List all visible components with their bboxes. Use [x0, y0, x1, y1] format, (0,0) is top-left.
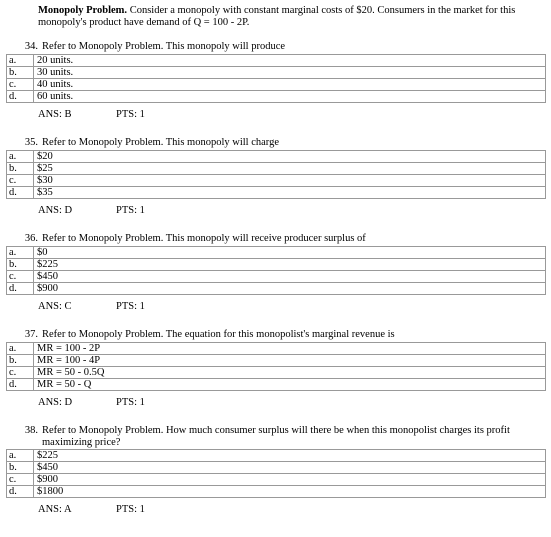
choice-row: [7, 486, 546, 498]
points: PTS: 1: [116, 396, 145, 408]
choice-text: $20: [34, 150, 546, 162]
choice-row: [7, 246, 546, 258]
choice-row: [7, 78, 546, 90]
choice-row: [7, 54, 546, 66]
question-number: 35.: [24, 137, 38, 148]
choice-row: [7, 162, 546, 174]
question-stem: [6, 233, 546, 245]
choice-text: $30: [34, 174, 546, 186]
choice-row: [7, 462, 546, 474]
choice-letter: a.: [7, 246, 34, 258]
choice-letter: a.: [7, 450, 34, 462]
question-number: 36.: [24, 233, 38, 244]
answer-line: [6, 205, 546, 217]
choice-letter: d.: [7, 378, 34, 390]
choice-text: MR = 100 - 4P: [34, 354, 546, 366]
choices-table: [6, 54, 546, 103]
choice-row: [7, 270, 546, 282]
choice-text: $35: [34, 186, 546, 198]
question-text: Refer to Monopoly Problem. This monopoly will receive producer surplus of: [42, 233, 366, 244]
choice-text: $900: [34, 474, 546, 486]
choice-letter: c.: [7, 270, 34, 282]
answer-line: [6, 301, 546, 313]
question-36: [6, 233, 546, 313]
choice-letter: c.: [7, 78, 34, 90]
question-35: [6, 137, 546, 217]
question-stem: [6, 329, 546, 341]
choice-letter: b.: [7, 462, 34, 474]
choice-text: MR = 50 - Q: [34, 378, 546, 390]
choice-text: 20 units.: [34, 54, 546, 66]
question-number: 38.: [24, 425, 38, 436]
question-number: 37.: [24, 329, 38, 340]
choice-letter: b.: [7, 354, 34, 366]
answer-line: [6, 397, 546, 409]
choices-table: [6, 246, 546, 295]
intro-text: Consider a monopoly with constant marginal costs of $20. Consumers in the market for this monopoly's product have demand of Q = 100 - 2P.: [38, 5, 516, 28]
question-text: Refer to Monopoly Problem. This monopoly will charge: [42, 137, 280, 148]
choices-table: [6, 150, 546, 199]
answer-line: [6, 504, 546, 516]
choice-row: [7, 174, 546, 186]
points: PTS: 1: [116, 204, 145, 216]
question-stem: [6, 425, 546, 448]
choice-letter: a.: [7, 150, 34, 162]
choice-row: [7, 66, 546, 78]
choice-text: $900: [34, 282, 546, 294]
choice-text: $450: [34, 462, 546, 474]
choice-letter: b.: [7, 162, 34, 174]
intro-title: Monopoly Problem.: [38, 5, 128, 16]
choice-text: MR = 50 - 0.5Q: [34, 366, 546, 378]
choice-row: [7, 354, 546, 366]
question-text: Refer to Monopoly Problem. The equation for this monopolist's marginal revenue is: [42, 329, 395, 340]
choice-row: [7, 90, 546, 102]
choice-row: [7, 378, 546, 390]
question-stem: [6, 41, 546, 53]
answer-key: ANS: B: [38, 108, 72, 120]
choice-letter: a.: [7, 342, 34, 354]
question-number: 34.: [24, 41, 38, 52]
choices-table: [6, 342, 546, 391]
choice-text: $0: [34, 246, 546, 258]
points: PTS: 1: [116, 108, 145, 120]
choice-row: [7, 186, 546, 198]
answer-key: ANS: D: [38, 204, 73, 216]
choices-table: [6, 449, 546, 498]
choice-row: [7, 450, 546, 462]
choice-row: [7, 366, 546, 378]
choice-text: $25: [34, 162, 546, 174]
question-37: [6, 329, 546, 409]
choice-text: $225: [34, 258, 546, 270]
choice-row: [7, 258, 546, 270]
choice-letter: b.: [7, 258, 34, 270]
choice-text: 60 units.: [34, 90, 546, 102]
points: PTS: 1: [116, 300, 145, 312]
choice-letter: a.: [7, 54, 34, 66]
choice-letter: c.: [7, 474, 34, 486]
choice-letter: d.: [7, 486, 34, 498]
choice-letter: d.: [7, 282, 34, 294]
choice-letter: c.: [7, 366, 34, 378]
question-stem: [6, 137, 546, 149]
answer-key: ANS: D: [38, 396, 73, 408]
answer-key: ANS: C: [38, 300, 72, 312]
choice-row: [7, 474, 546, 486]
answer-line: [6, 109, 546, 121]
choice-letter: c.: [7, 174, 34, 186]
question-text: Refer to Monopoly Problem. How much consumer surplus will there be when this monopolist charges its profit maximizing price?: [42, 425, 510, 448]
choice-letter: d.: [7, 186, 34, 198]
choice-text: $1800: [34, 486, 546, 498]
choice-row: [7, 282, 546, 294]
choice-letter: b.: [7, 66, 34, 78]
choice-row: [7, 150, 546, 162]
choice-text: MR = 100 - 2P: [34, 342, 546, 354]
choice-text: $225: [34, 450, 546, 462]
question-text: Refer to Monopoly Problem. This monopoly will produce: [42, 41, 286, 52]
question-34: [6, 41, 546, 121]
choice-text: $450: [34, 270, 546, 282]
choice-row: [7, 342, 546, 354]
answer-key: ANS: A: [38, 504, 72, 515]
choice-text: 30 units.: [34, 66, 546, 78]
intro-paragraph: [38, 5, 546, 29]
choice-text: 40 units.: [34, 78, 546, 90]
question-38: [6, 425, 546, 516]
points: PTS: 1: [116, 504, 145, 515]
choice-letter: d.: [7, 90, 34, 102]
